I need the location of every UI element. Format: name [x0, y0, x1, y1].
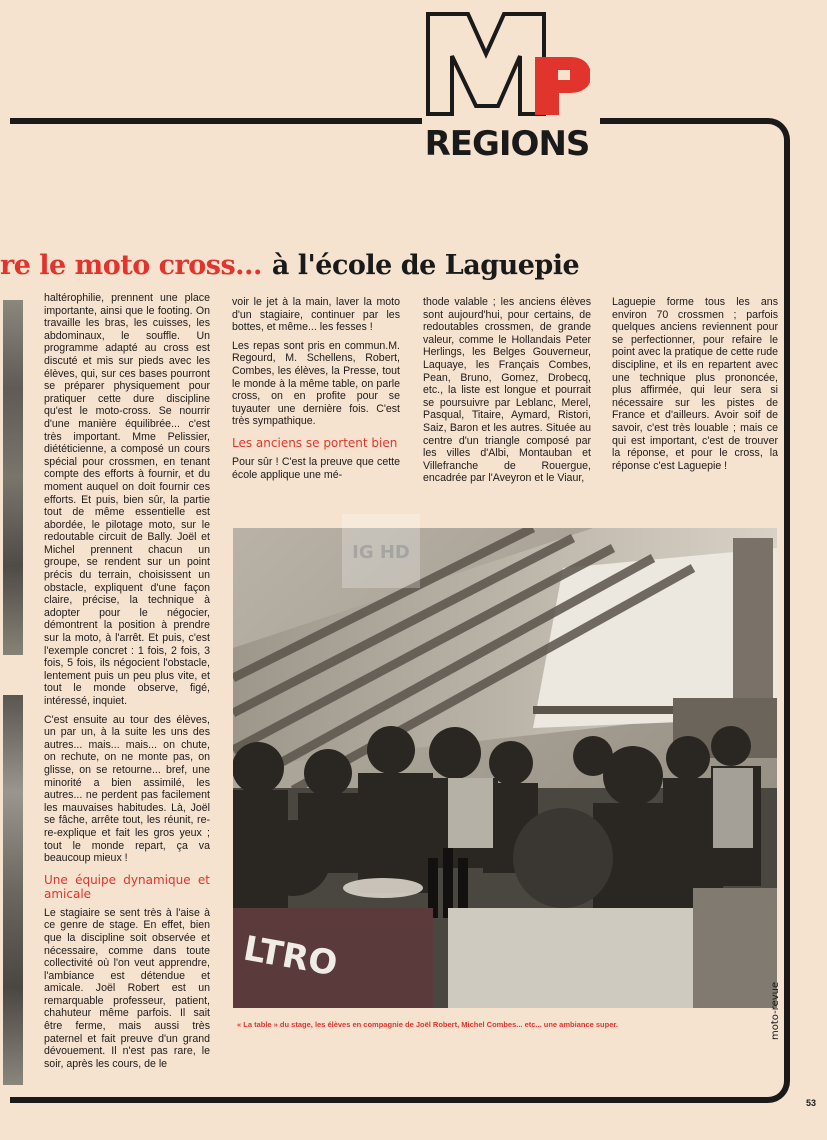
watermark-stamp: [340, 512, 422, 590]
article-headline: [0, 250, 579, 281]
magazine-logo: [424, 10, 590, 120]
paragraph: voir le jet à la main, laver la moto d'un stagiaire, continuer par les bottes, et même... les fesses !: [232, 296, 400, 334]
subheading: Les anciens se portent bien: [232, 435, 398, 450]
page-number: 53: [806, 1098, 817, 1108]
shirt-lettering: LTRO: [240, 928, 341, 985]
section-title: REGIONS: [424, 124, 590, 164]
left-photo-strip-top: [3, 300, 23, 655]
text-column-1: [44, 292, 210, 1070]
left-photo-strip-bottom: [3, 695, 23, 1085]
paragraph: thode valable ; les anciens élèves sont aujourd'hui, pour certains, de redoutables crossmen, de grande valeur, comme le Hollandais Peter Herlings, les Belges Gouverneur, Laquaye, les Français Combes, Pean, Bruno, Gomez, Drobecq, etc., la liste est longue et pourrait se poursuivre par Leblanc, Merel, Pasqual, Titaire, Aymard, Ristori, Saiz, Baron et les autres. Située au centre d'un triangle composé par les villes d'Albi, Montauban et Villefranche de Rouergue, encadrée par l'Aveyron et le Viaur,: [423, 296, 591, 485]
top-rule: [10, 118, 422, 124]
paragraph: Le stagiaire se sent très à l'aise à ce genre de stage. En effet, bien que la discipline soit observée et nécessaire, comme dans toute collectivité où l'on veut apprendre, l'ambiance est détendue et amicale. Joël Robert est un remarquable professeur, patient, chahuteur même parfois. Il sait être ferme, mais aussi très paternel et fait preuve d'un grand dévouement. Il n'est pas rare, le soir, après les cours, de le: [44, 906, 210, 1070]
text-column-4: [612, 296, 778, 472]
photo-caption: « La table » du stage, les élèves en compagnie de Joël Robert, Michel Combes... etc... une ambiance super.: [237, 1020, 618, 1029]
headline-part-1: re le moto cross...: [0, 250, 262, 281]
text-column-2: [232, 296, 400, 481]
text-column-3: [423, 296, 591, 485]
paragraph: Pour sûr ! C'est la preuve que cette école applique une mé-: [232, 455, 400, 481]
subheading: Une équipe dynamique et amicale: [44, 872, 210, 901]
logo-letter-r: [536, 58, 590, 114]
paragraph: Les repas sont pris en commun.M. Regourd, M. Schellens, Robert, Combes, les élèves, la Presse, tout le monde à la même table, on parle cross, on en profite pour se tuyauter une dernière fois. C'est très sympathique.: [232, 339, 400, 428]
headline-part-2: à l'école de Laguepie: [271, 250, 580, 281]
paragraph: C'est ensuite au tour des élèves, un par un, à la suite les uns des autres... mais... mais... on chute, on rechute, on ne monte pas, on glisse, on se retourne... bref, une minorité a bien assimilé, les autres... ne perdent pas facilement les mauvaises habitudes. Là, Joël se fâche, arrête tout, les réunit, re-re-explique et fait les gros yeux ; tout le monde repart, ça va beaucoup mieux !: [44, 713, 210, 865]
watermark-text: IG HD: [352, 542, 410, 563]
paragraph: Laguepie forme tous les ans environ 70 crossmen ; parfois quelques anciens reviennent pour se perfectionner, pour refaire le point avec la pratique de cette rude discipline, et ils en repartent avec une technique plus prononcée, plus affirmée, qui leur sera si nécessaire sur les pistes de France et d'ailleurs. Avoir soif de savoir, c'est très louable ; mais ce qui est important, c'est de trouver la réponse, et pour le cross, la réponse c'est Laguepie !: [612, 296, 778, 472]
logo-letter-m: [428, 14, 544, 114]
magazine-name-vertical: moto-revue: [770, 981, 781, 1040]
group-meal-photo: [233, 528, 777, 1008]
bottom-rule: [10, 1097, 610, 1103]
paragraph: haltérophilie, prennent une place importante, ainsi que le footing. On travaille les bras, les cuisses, les abdominaux, le souffle. Un programme adapté au cross est discuté et mis sur pieds avec les élèves, qui, sur ces bases pourront se préparer physiquement pour pratiquer cette dure discipline qu'est le moto-cross. Se nourrir d'une manière équilibrée... c'est très important. Mme Pelissier, diététicienne, a composé un cours spécial pour crossmen, en tenant compte des efforts à fournir, et du moment auquel on doit fournir ces efforts. Et puis, bien sûr, la partie tout de même essentielle est abordée, le pilotage moto, sur le redoutable circuit de Bally. Joël et Michel prennent chacun un groupe, se rendent sur un point précis du terrain, choisissent un obstacle, expliquent d'une façon claire, précise, la technique à adopter pour le négocier, démontrent la position à prendre sur la moto, à l'arrêt. Et puis, c'est l'exemple concret : 1 fois, 2 fois, 3 fois, 5 fois, ils négocient l'obstacle, lentement puis un peu plus vite, et tout le monde observe, figé, intéressé, inquiet.: [44, 292, 210, 707]
